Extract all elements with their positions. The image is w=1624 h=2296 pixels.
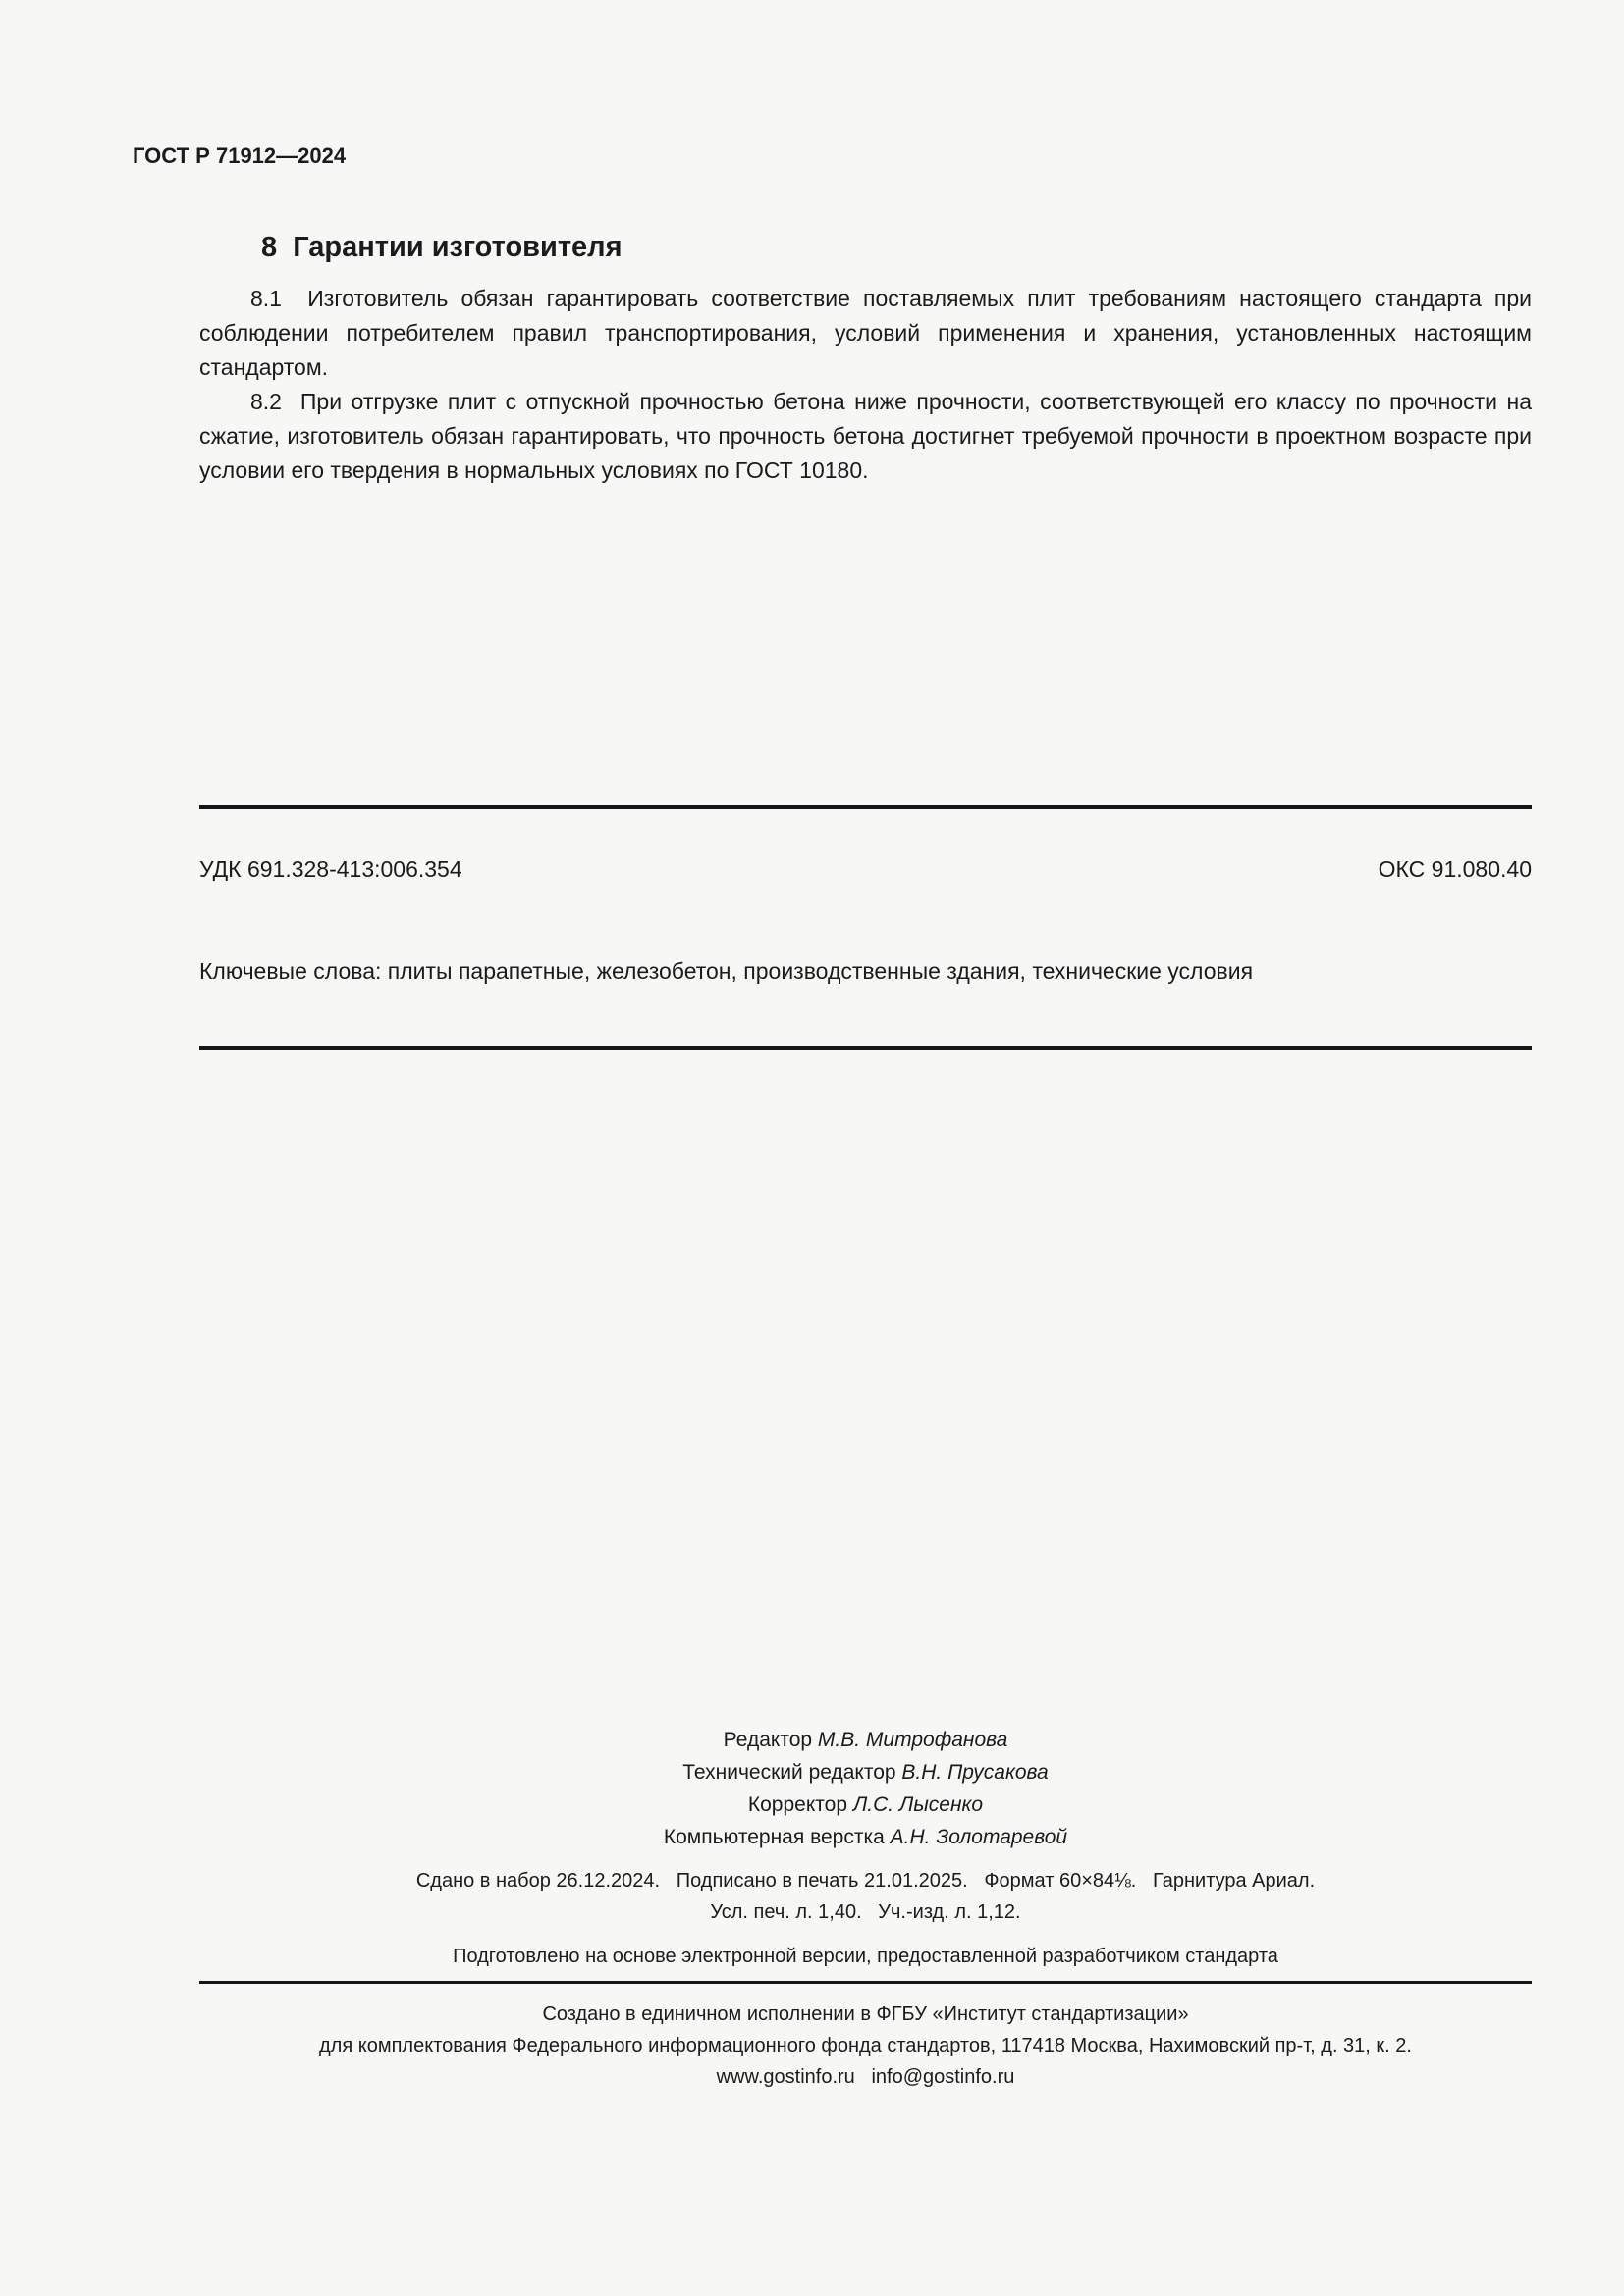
paragraph-8-1: 8.1 Изготовитель обязан гарантировать соответствие поставляемых плит требованиям настоящего стандарта при соблюдении потребителем правил транспортирования, условий применения и хранения, установленных настоящим стандартом.: [199, 286, 1539, 380]
publisher-line-1: Создано в единичном исполнении в ФГБУ «Институт стандартизации»: [542, 2003, 1189, 2025]
credit-name: Л.С. Лысенко: [852, 1793, 984, 1816]
publisher-line-2: для комплектования Федерального информационного фонда стандартов, 117418 Москва, Нахимовский пр-т, д. 31, к. 2.: [319, 2035, 1412, 2056]
udk-code: УДК 691.328-413:006.354: [199, 856, 462, 881]
credit-corrector: [199, 1789, 1532, 1821]
section-title: 8 Гарантии изготовителя: [261, 232, 623, 263]
divider-rule-top: [199, 805, 1532, 809]
imprint-block: [199, 1865, 1532, 1928]
credits-block: [199, 1724, 1532, 1853]
credit-name: А.Н. Золотаревой: [890, 1826, 1068, 1848]
credit-role: Компьютерная верстка: [663, 1826, 885, 1848]
credit-role: Редактор: [723, 1729, 813, 1751]
classification-row: [199, 856, 1532, 882]
imprint-line-2: Усл. печ. л. 1,40. Уч.-изд. л. 1,12.: [710, 1901, 1021, 1923]
section-body: [199, 282, 1539, 488]
divider-rule-middle: [199, 1046, 1532, 1050]
divider-rule-bottom: [199, 1981, 1532, 1984]
credit-role: Корректор: [747, 1793, 848, 1816]
oks-code: ОКС 91.080.40: [1378, 856, 1532, 881]
credit-role: Технический редактор: [682, 1761, 896, 1784]
paragraph-8-2: 8.2 При отгрузке плит с отпускной прочностью бетона ниже прочности, соответствующей его классу по прочности на сжатие, изготовитель обязан гарантировать, что прочность бетона достигнет требуемой прочности в проектном возрасте при условии его твердения в нормальных условиях по ГОСТ 10180.: [199, 389, 1539, 483]
credit-technical-editor: [199, 1756, 1532, 1789]
publisher-block: [199, 1999, 1532, 2093]
credit-editor: [199, 1724, 1532, 1756]
keywords-line: Ключевые слова: плиты парапетные, железобетон, производственные здания, технические условия: [199, 958, 1254, 984]
doc-number-header: ГОСТ Р 71912—2024: [133, 143, 347, 168]
imprint-line-1: Сдано в набор 26.12.2024. Подписано в печать 21.01.2025. Формат 60×84⅛. Гарнитура Ариал.: [415, 1870, 1316, 1892]
credit-name: М.В. Митрофанова: [817, 1729, 1008, 1751]
credit-layout: [199, 1821, 1532, 1853]
publisher-contacts: www.gostinfo.ru info@gostinfo.ru: [716, 2066, 1015, 2088]
credit-name: В.Н. Прусакова: [901, 1761, 1049, 1784]
prepared-note: Подготовлено на основе электронной версии, предоставленной разработчиком стандарта: [453, 1946, 1278, 1967]
